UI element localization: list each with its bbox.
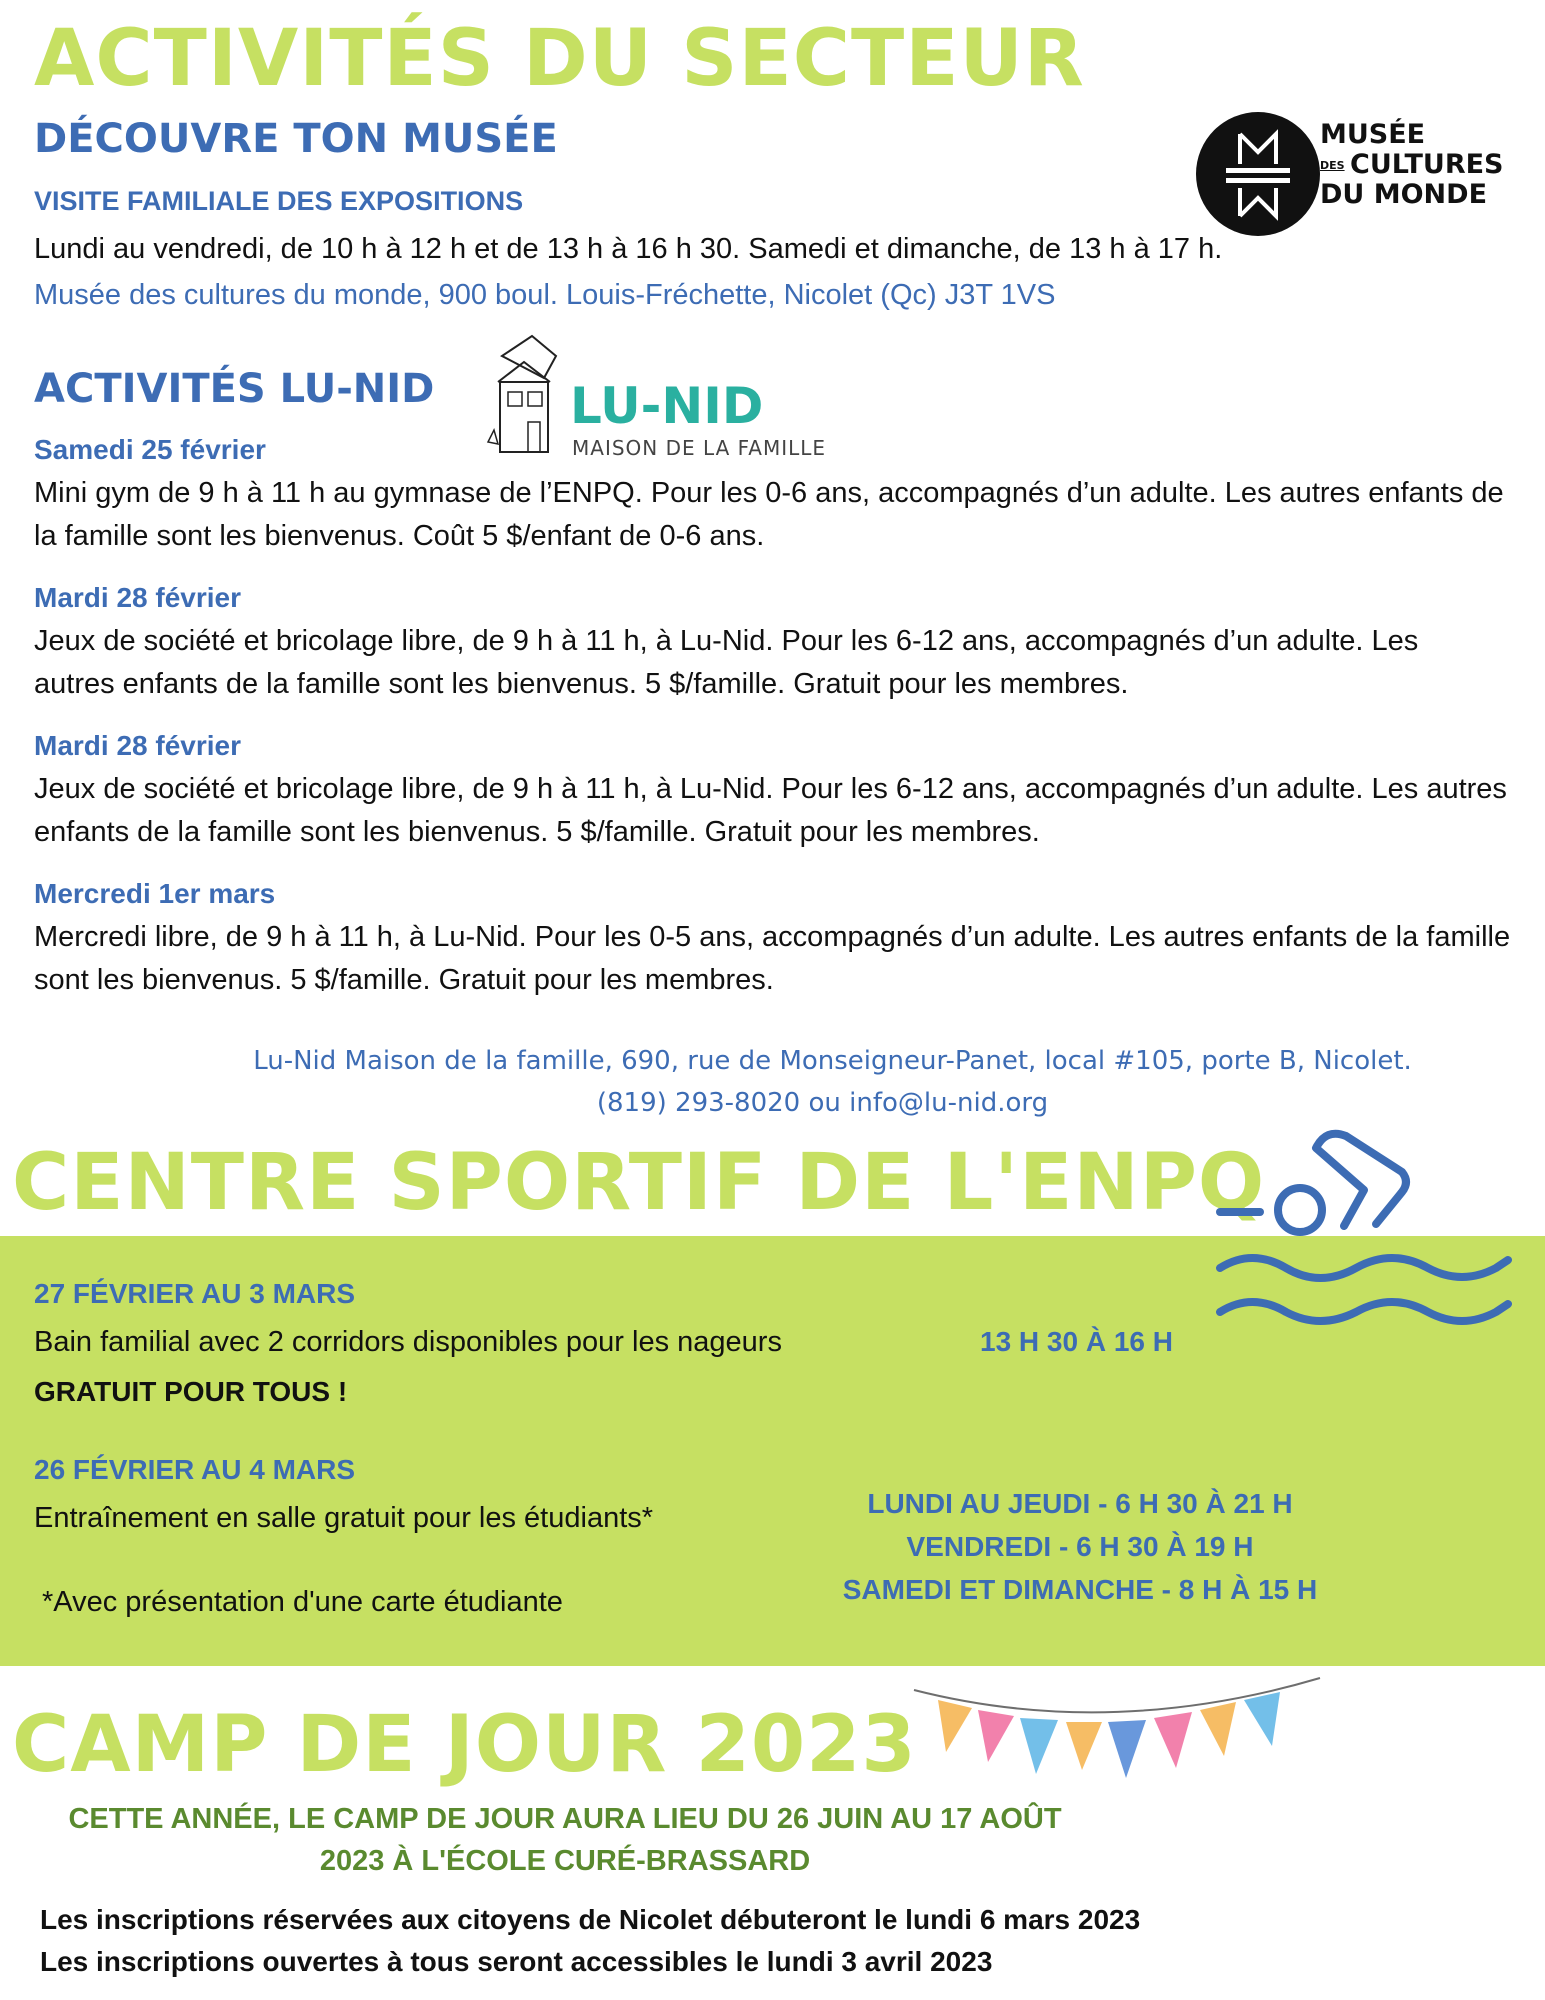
camp-registration-line1: Les inscriptions réservées aux citoyens de Nicolet débuteront le lundi 6 mars 2023 [40, 1904, 1141, 1935]
event-date: Samedi 25 février [34, 434, 266, 465]
museum-logo-line1: MUSÉE [1320, 119, 1426, 150]
lunid-logo-name: LU-NID [570, 377, 764, 435]
event-date: Mardi 28 février [34, 730, 241, 761]
lunid-address [0, 1040, 1545, 1124]
bunting-icon [910, 1670, 1330, 1800]
swimmer-graphic [1216, 1120, 1516, 1330]
hours-line: VENDREDI - 6 H 30 À 19 H [906, 1531, 1254, 1562]
event-date: Mardi 28 février [34, 582, 241, 613]
museum-logo-line2: CULTURES [1350, 149, 1504, 180]
camp-registration-line2: Les inscriptions ouvertes à tous seront accessibles le lundi 3 avril 2023 [40, 1946, 993, 1977]
camp-info-line2: 2023 À L'ÉCOLE CURÉ-BRASSARD [319, 1845, 811, 1877]
camp-info-line1: CETTE ANNÉE, LE CAMP DE JOUR AURA LIEU DU 26 JUIN AU 17 AOÛT [68, 1803, 1062, 1835]
museum-logo-icon [1196, 112, 1320, 236]
museum-address: Musée des cultures du monde, 900 boul. Louis-Fréchette, Nicolet (Qc) J3T 1VS [34, 279, 1056, 311]
swimmer-icon [1216, 1120, 1516, 1330]
event-description: Jeux de société et bricolage libre, de 9 h à 11 h, à Lu-Nid. Pour les 6-12 ans, accompagnés d’un adulte. Les autres enfants de la famille sont les bienvenus. 5 $/famille. Gratuit pour les membres. [34, 625, 1419, 700]
museum-heading: DÉCOUVRE TON MUSÉE [34, 116, 558, 162]
enpq-block1-date: 27 FÉVRIER AU 3 MARS [34, 1278, 356, 1309]
event-description: Mini gym de 9 h à 11 h au gymnase de l’ENPQ. Pour les 0-6 ans, accompagnés d’un adulte. Les autres enfants de la famille sont les bienvenus. Coût 5 $/enfant de 0-6 ans. [34, 477, 1504, 552]
hours-line: SAMEDI ET DIMANCHE - 8 H À 15 H [842, 1574, 1318, 1605]
museum-hours: Lundi au vendredi, de 10 h à 12 h et de 13 h à 16 h 30. Samedi et dimanche, de 13 h à 17 h. [34, 233, 1223, 265]
enpq-block1-desc: Bain familial avec 2 corridors disponibles pour les nageurs [34, 1326, 782, 1358]
museum-logo-des: DES [1320, 158, 1345, 172]
page-title: ACTIVITÉS DU SECTEUR [34, 14, 1085, 104]
lunid-contact-line: (819) 293-8020 ou info@lu-nid.org [596, 1088, 1049, 1118]
enpq-block1-hours: 13 H 30 À 16 H [980, 1326, 1173, 1357]
camp-title: CAMP DE JOUR 2023 [12, 1700, 917, 1790]
camp-info [0, 1798, 1130, 1882]
hours-line: LUNDI AU JEUDI - 6 H 30 À 21 H [867, 1488, 1293, 1519]
lunid-heading: ACTIVITÉS LU-NID [34, 366, 435, 412]
museum-logo [1196, 112, 1320, 236]
lunid-address-line1: Lu-Nid Maison de la famille, 690, rue de Monseigneur-Panet, local #105, porte B, Nicolet. [253, 1046, 1412, 1076]
bunting-decoration [910, 1670, 1330, 1800]
enpq-title: CENTRE SPORTIF DE L'ENPQ [12, 1138, 1266, 1228]
enpq-block2-date: 26 FÉVRIER AU 4 MARS [34, 1454, 356, 1485]
enpq-block2-hours [800, 1482, 1360, 1611]
enpq-block2-note: *Avec présentation d'une carte étudiante [42, 1586, 563, 1618]
museum-logo-text [1320, 120, 1504, 210]
event-description: Jeux de société et bricolage libre, de 9 h à 11 h, à Lu-Nid. Pour les 6-12 ans, accompagnés d’un adulte. Les autres enfants de la famille sont les bienvenus. 5 $/famille. Gratuit pour les membres. [34, 773, 1507, 848]
enpq-block1-free: GRATUIT POUR TOUS ! [34, 1376, 348, 1407]
museum-logo-line3: DU MONDE [1320, 179, 1488, 210]
lunid-house-logo [484, 334, 564, 460]
lunid-logo-tagline: MAISON DE LA FAMILLE [572, 436, 827, 460]
house-icon [484, 334, 564, 460]
museum-subheading: VISITE FAMILIALE DES EXPOSITIONS [34, 186, 524, 216]
event-date: Mercredi 1er mars [34, 878, 276, 909]
event-description: Mercredi libre, de 9 h à 11 h, à Lu-Nid. Pour les 0-5 ans, accompagnés d’un adulte. Les autres enfants de la famille sont les bienvenus. 5 $/famille. Gratuit pour les membres. [34, 921, 1511, 996]
enpq-block2-desc: Entraînement en salle gratuit pour les étudiants* [34, 1502, 654, 1534]
